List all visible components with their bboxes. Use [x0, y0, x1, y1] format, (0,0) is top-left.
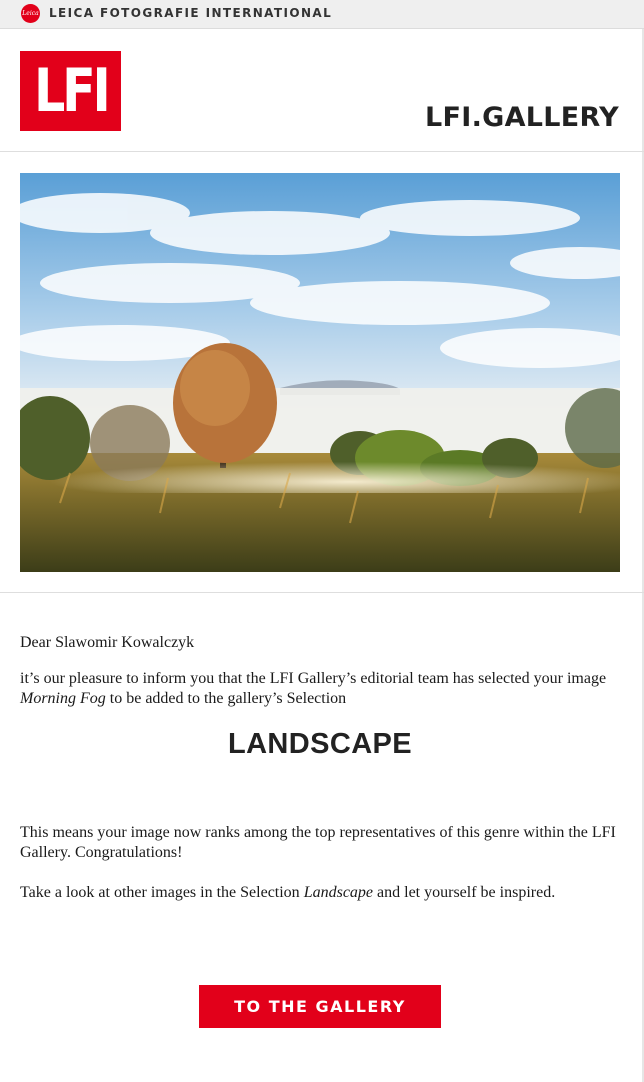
selection-notice [20, 669, 624, 709]
header [0, 29, 644, 152]
lfi-logo[interactable] [20, 51, 121, 131]
inspiration-text-end: and let yourself be inspired. [373, 884, 556, 901]
inspiration-text [20, 883, 624, 903]
notice-text-end: to be added to the gallery’s Selection [105, 690, 347, 707]
selection-title: LANDSCAPE [227, 728, 413, 760]
lfi-logo-text: LFI [33, 56, 108, 126]
to-the-gallery-button[interactable]: TO THE GALLERY [199, 985, 441, 1028]
topbar-title: LEICA FOTOGRAFIE INTERNATIONAL [49, 6, 333, 20]
top-brand-bar [0, 0, 644, 29]
gallery-title[interactable]: LFI.GALLERY [424, 102, 619, 133]
selection-name-italic: Landscape [303, 884, 374, 901]
ranks-text: This means your image now ranks among the top representatives of this genre within the LFI Gallery. Congratulations! [20, 824, 616, 861]
landscape-photo [20, 173, 620, 572]
greeting: Dear Slawomir Kowalczyk [20, 634, 195, 651]
image-title: Morning Fog [20, 690, 106, 707]
notice-text-start: it’s our pleasure to inform you that the LFI Gallery’s editorial team has selected your image [20, 670, 607, 687]
leica-logo-text: Leica [22, 10, 39, 17]
inspiration-text-start: Take a look at other images in the Selection [20, 884, 304, 901]
section-divider [0, 592, 644, 593]
leica-logo-icon [21, 4, 40, 23]
hero-image[interactable] [20, 173, 620, 572]
